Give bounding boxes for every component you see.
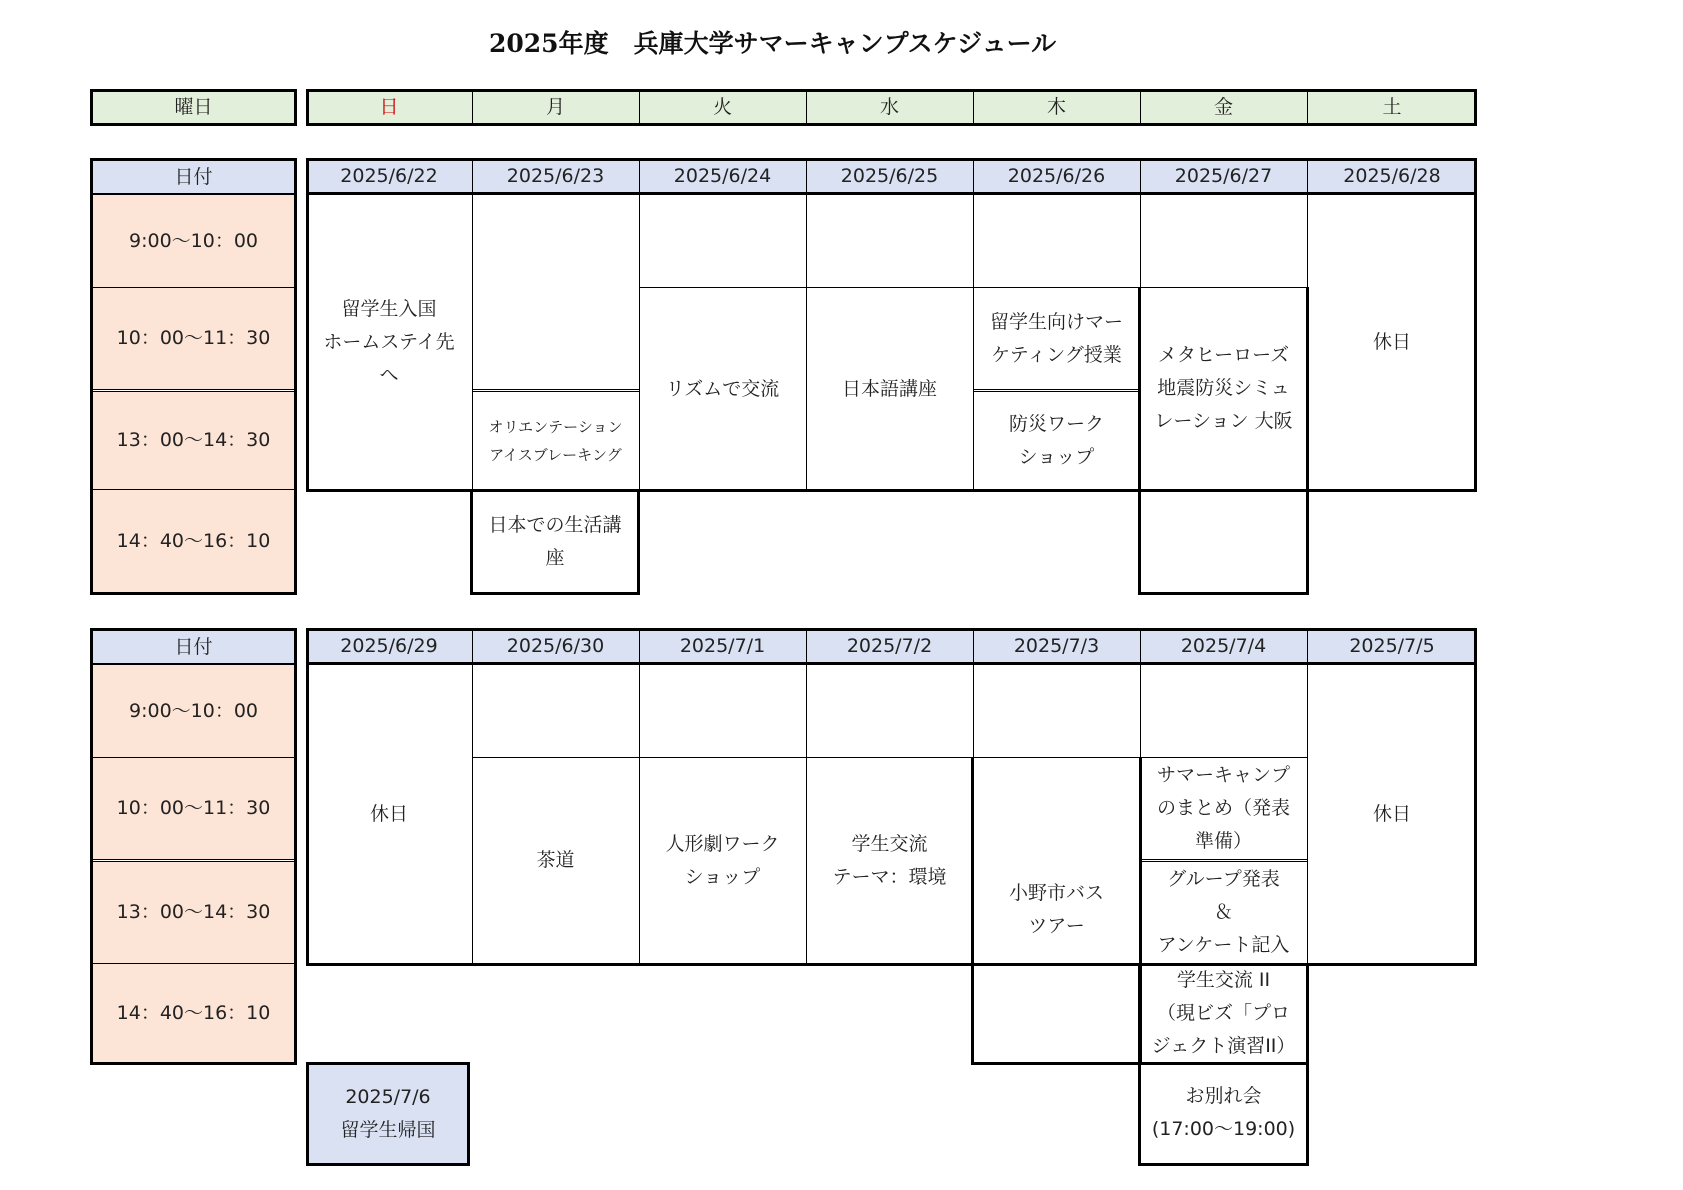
weekday-tue: 火: [712, 96, 732, 118]
weekday-label: 曜日: [174, 96, 213, 118]
week1-date-tue: 2025/6/24: [673, 165, 772, 187]
week1-fri-metahero: メタヒーローズ 地震防災シミュ レーション 大阪: [1154, 343, 1293, 432]
week2-fri-summary: サマーキャンプ のまとめ（発表 準備）: [1156, 764, 1290, 852]
week1-date-sat: 2025/6/28: [1343, 165, 1441, 187]
week2-slot-3: 13：00～14：30: [93, 862, 294, 963]
week2-mon-tea: 茶道: [536, 849, 575, 871]
weekday-wed: 水: [879, 96, 899, 118]
week1-thu-marketing: 留学生向けマー ケティング授業: [989, 310, 1123, 366]
departure-text: 2025/7/6 留学生帰国: [340, 1086, 436, 1141]
page-title: 2025年度 兵庫大学サマーキャンプスケジュール: [489, 29, 1057, 58]
week1-slot-1: 9:00～10：00: [93, 195, 294, 287]
week2-date-sat: 2025/7/5: [1349, 635, 1435, 657]
week2-thu-bus: 小野市バス ツアー: [1008, 882, 1104, 937]
week2-wed-exchange: 学生交流 テーマ：環境: [832, 832, 947, 888]
week1-thu-disaster: 防災ワーク ショップ: [1008, 413, 1104, 468]
week1-date-fri: 2025/6/27: [1174, 165, 1273, 187]
week2-slot-4: 14：40～16：10: [93, 964, 294, 1062]
week2-date-fri: 2025/7/4: [1180, 635, 1267, 657]
week2-date-tue: 2025/7/1: [679, 635, 766, 657]
week2-sun-holiday: 休日: [369, 802, 408, 825]
week2-date-sun: 2025/6/29: [340, 635, 438, 657]
week2-date-mon: 2025/6/30: [506, 635, 605, 657]
week1-date-sun: 2025/6/22: [340, 165, 438, 187]
week1-date-label: 日付: [93, 161, 294, 193]
week1-slot-4: 14：40～16：10: [93, 490, 294, 592]
week1-wed-japanese: 日本語講座: [841, 377, 937, 400]
week2-tue-puppet: 人形劇ワーク ショップ: [665, 832, 780, 888]
week2-fri-exchange2: 学生交流 II （現ビズ「プロ ジェクト演習II）: [1151, 968, 1296, 1057]
week1-slot-3: 13：00～14：30: [93, 392, 294, 489]
week1-sat-holiday: 休日: [1372, 331, 1411, 353]
week1-slot-2: 10：00～11：30: [93, 288, 294, 389]
weekday-fri: 金: [1213, 96, 1233, 118]
week2-fri-farewell: お別れ会 (17:00～19:00): [1151, 1084, 1296, 1140]
week2-date-wed: 2025/7/2: [846, 635, 933, 657]
week1-mon-orientation: オリエンテーション アイスブレーキング: [488, 418, 623, 464]
weekday-sat: 土: [1382, 96, 1402, 118]
week1-date-mon: 2025/6/23: [506, 165, 605, 187]
week1-date-thu: 2025/6/26: [1007, 165, 1106, 187]
week2-date-label: 日付: [93, 631, 294, 663]
weekday-mon: 月: [545, 96, 565, 118]
week2-fri-presentation: グループ発表 ＆ アンケート記入: [1157, 868, 1290, 956]
week1-date-wed: 2025/6/25: [840, 165, 939, 187]
week1-sun-arrival: 留学生入国 ホームステイ先 へ: [323, 298, 455, 386]
week2-sat-holiday: 休日: [1372, 802, 1411, 825]
week2-date-thu: 2025/7/3: [1013, 635, 1100, 657]
week2-slot-1: 9:00～10：00: [93, 665, 294, 757]
week2-slot-2: 10：00～11：30: [93, 758, 294, 859]
weekday-thu: 木: [1046, 96, 1066, 118]
weekday-sun: 日: [379, 96, 399, 118]
week1-tue-rhythm: リズムで交流: [665, 377, 780, 400]
week1-mon-life-lecture: 日本での生活講 座: [488, 514, 622, 569]
